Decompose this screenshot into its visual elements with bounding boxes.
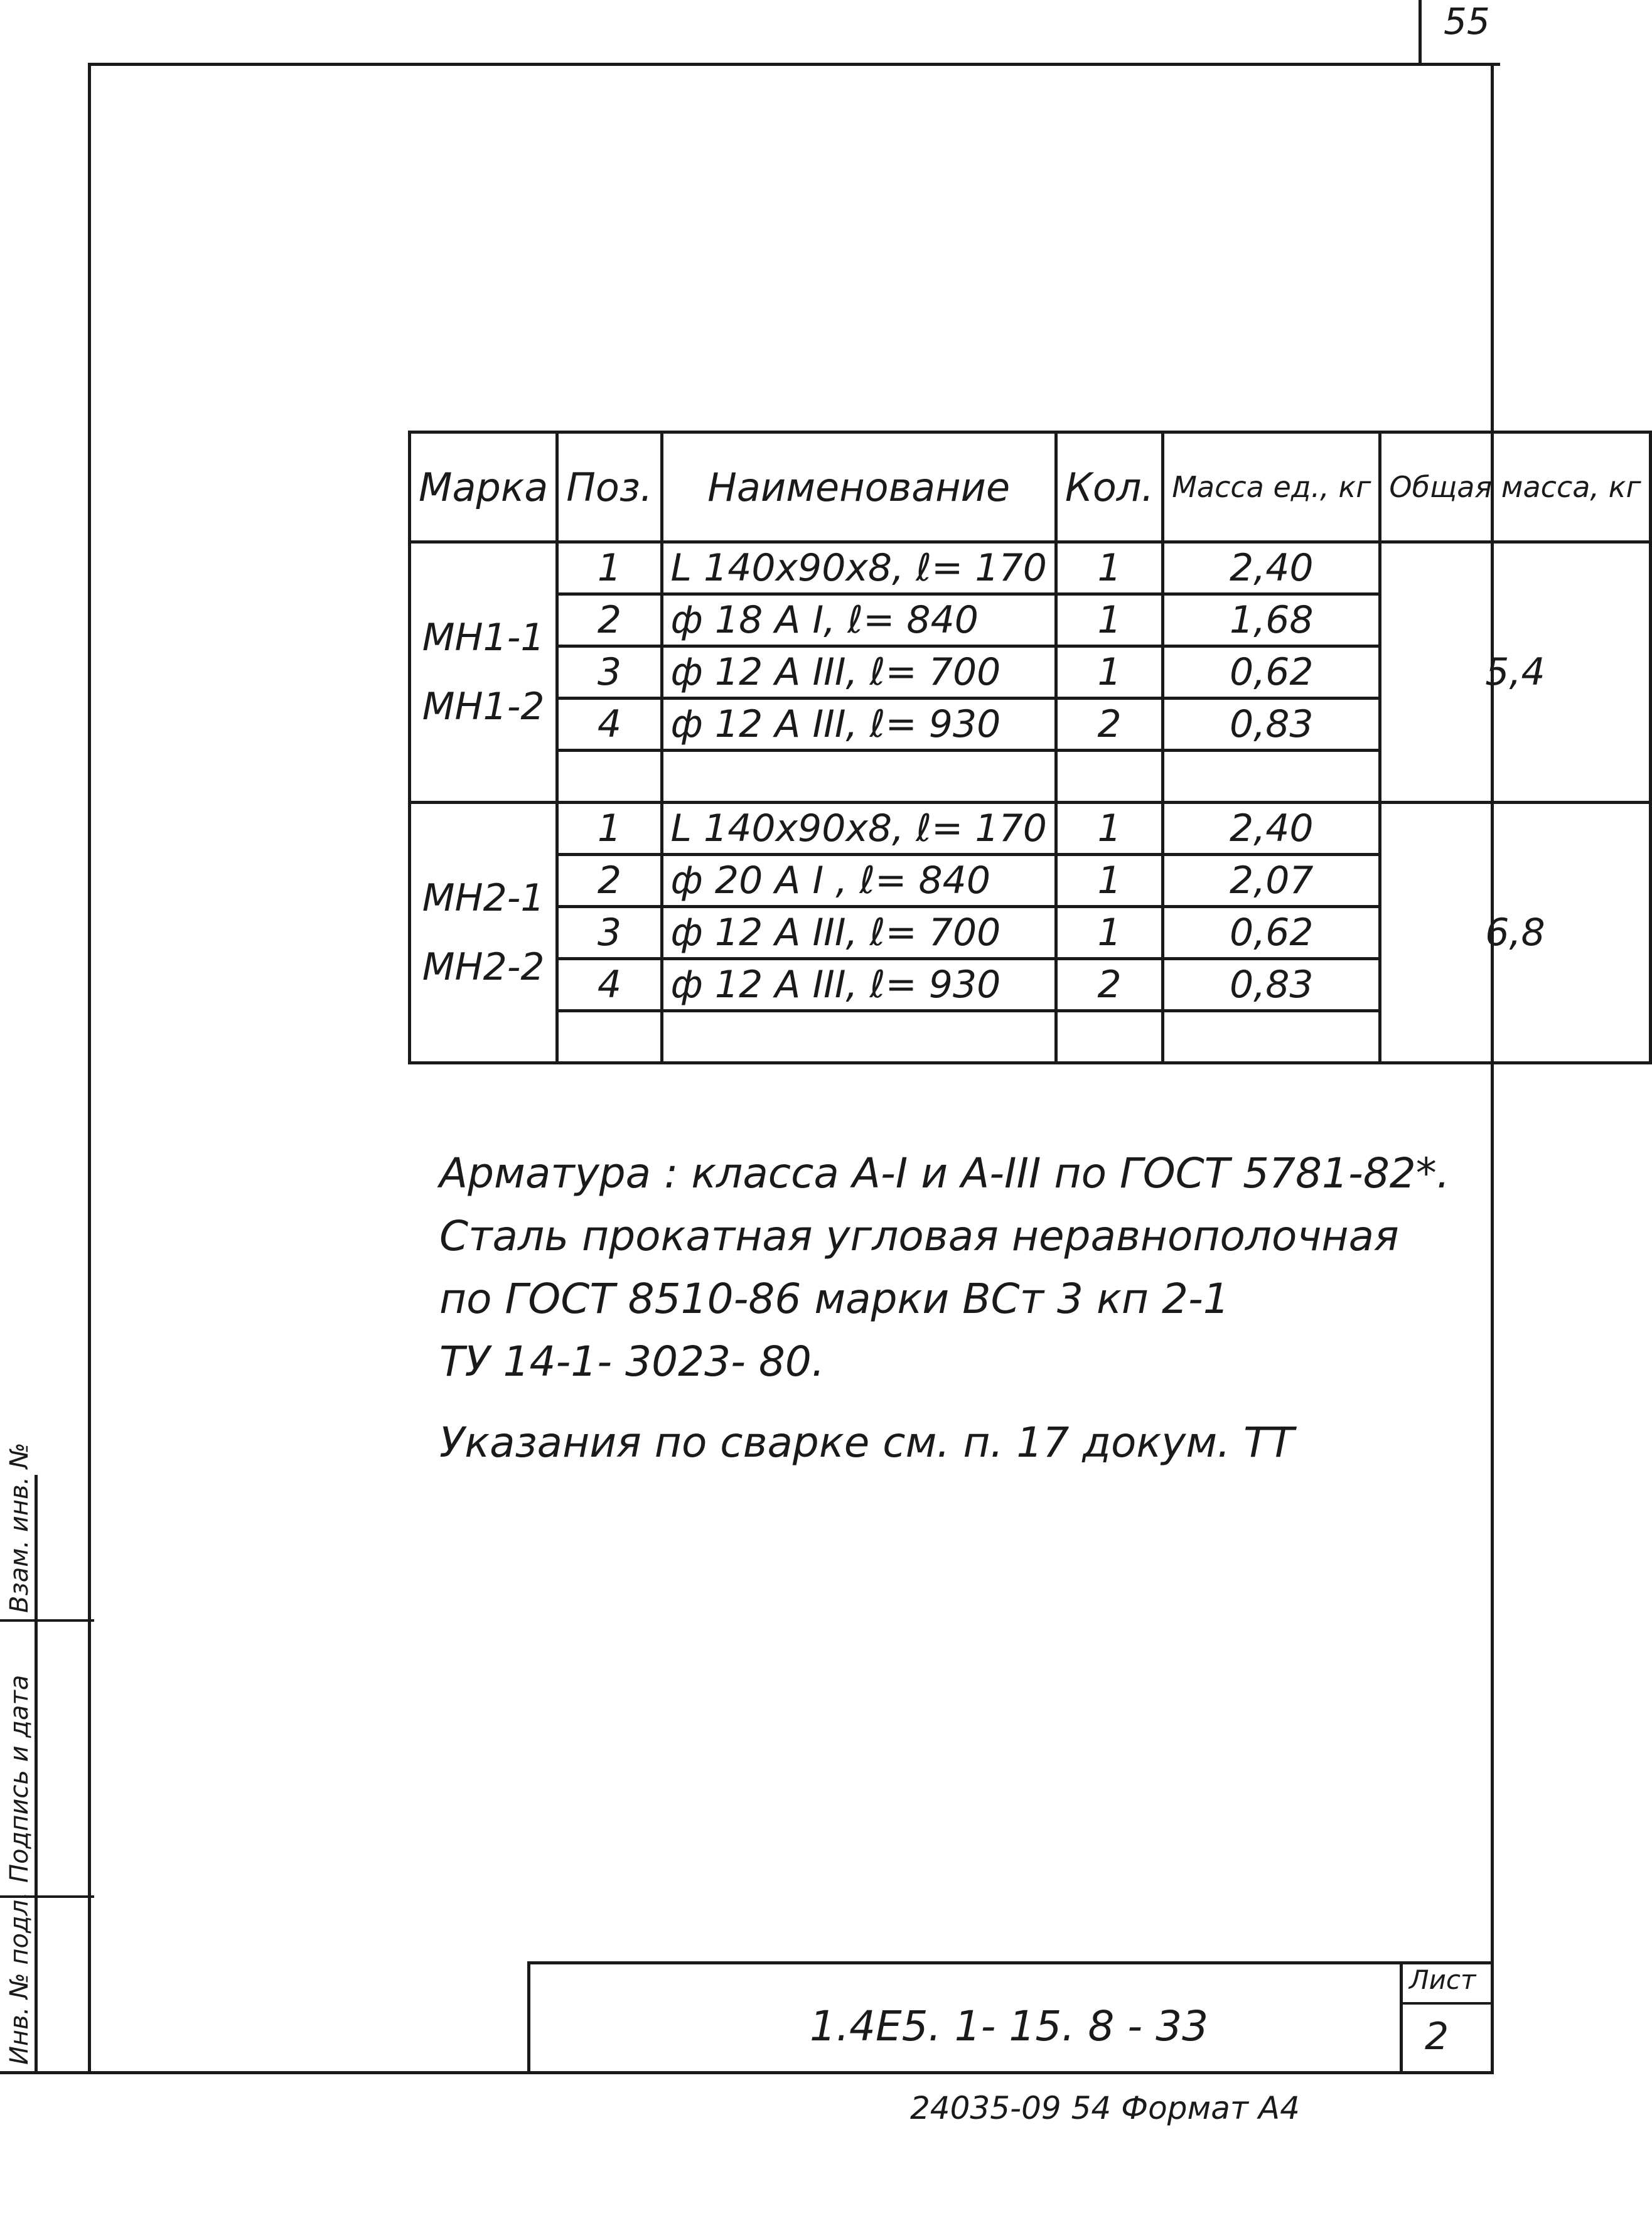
row-qty: 2 xyxy=(1056,699,1162,751)
header-total-mass: Общая масса, кг xyxy=(1380,432,1650,542)
sheet-corner-number: 55 xyxy=(1444,0,1490,43)
table-header-row xyxy=(410,432,1651,542)
row-mass: 0,83 xyxy=(1163,959,1380,1011)
row-pos: 1 xyxy=(557,542,662,594)
header-pos: Поз. xyxy=(557,432,662,542)
left-strip-divider xyxy=(0,1619,94,1622)
specification-table xyxy=(408,431,1652,1064)
row-pos: 3 xyxy=(557,646,662,699)
row-name xyxy=(662,751,1056,803)
row-qty: 2 xyxy=(1056,959,1162,1011)
row-mass xyxy=(1163,1011,1380,1063)
row-qty xyxy=(1056,1011,1162,1063)
group-total-mass: 5,4 xyxy=(1380,542,1650,803)
sheet-number: 2 xyxy=(1425,2015,1449,2059)
row-qty: 1 xyxy=(1056,855,1162,907)
row-name: L 140x90x8, ℓ= 170 xyxy=(662,803,1056,855)
row-name: ф 20 А I , ℓ= 840 xyxy=(662,855,1056,907)
row-mass: 2,40 xyxy=(1163,803,1380,855)
group-total-mass: 6,8 xyxy=(1380,803,1650,1063)
left-strip-label: Подпись и дата xyxy=(5,1674,34,1883)
welding-instruction: Указания по сварке см. п. 17 докум. ТТ xyxy=(439,1418,1294,1467)
row-name: ф 18 А I, ℓ= 840 xyxy=(662,594,1056,646)
row-pos: 1 xyxy=(557,803,662,855)
left-strip-label: Инв. № подл. xyxy=(5,1892,34,2065)
row-pos: 2 xyxy=(557,855,662,907)
header-mark: Марка xyxy=(410,432,557,542)
material-notes xyxy=(439,1142,1450,1393)
row-name: ф 12 А III, ℓ= 930 xyxy=(662,959,1056,1011)
note-line: по ГОСТ 8510-86 марки ВСт 3 кп 2-1 xyxy=(439,1275,1230,1323)
row-mass: 0,62 xyxy=(1163,646,1380,699)
header-unit-mass: Масса ед., кг xyxy=(1163,432,1380,542)
row-pos: 3 xyxy=(557,907,662,959)
row-pos: 4 xyxy=(557,699,662,751)
row-pos xyxy=(557,1011,662,1063)
header-name: Наименование xyxy=(662,432,1056,542)
format-note: 24035-09 54 Формат А4 xyxy=(910,2090,1300,2126)
row-qty: 1 xyxy=(1056,803,1162,855)
row-pos: 2 xyxy=(557,594,662,646)
row-pos xyxy=(557,751,662,803)
sheet-box-divider xyxy=(1400,2002,1494,2005)
row-name: L 140x90x8, ℓ= 170 xyxy=(662,542,1056,594)
row-mass: 0,83 xyxy=(1163,699,1380,751)
row-name: ф 12 А III, ℓ= 700 xyxy=(662,646,1056,699)
row-pos: 4 xyxy=(557,959,662,1011)
left-stamp-strip xyxy=(0,1442,94,2071)
drawing-frame xyxy=(88,63,1500,2071)
bottom-border xyxy=(0,2071,1494,2074)
row-qty: 1 xyxy=(1056,907,1162,959)
group-mark: МН1-1 МН1-2 xyxy=(410,542,557,803)
row-mass: 2,07 xyxy=(1163,855,1380,907)
row-name: ф 12 А III, ℓ= 700 xyxy=(662,907,1056,959)
sheet-label: Лист xyxy=(1409,1964,1476,1995)
row-name: ф 12 А III, ℓ= 930 xyxy=(662,699,1056,751)
row-mass: 2,40 xyxy=(1163,542,1380,594)
corner-divider xyxy=(1419,0,1422,63)
group-mark: МН2-1 МН2-2 xyxy=(410,803,557,1063)
row-mass: 1,68 xyxy=(1163,594,1380,646)
row-name xyxy=(662,1011,1056,1063)
row-qty: 1 xyxy=(1056,594,1162,646)
left-strip-label: Взам. инв. № xyxy=(5,1442,34,1613)
row-mass: 0,62 xyxy=(1163,907,1380,959)
header-qty: Кол. xyxy=(1056,432,1162,542)
row-mass xyxy=(1163,751,1380,803)
row-qty: 1 xyxy=(1056,542,1162,594)
document-code: 1.4Е5. 1- 15. 8 - 33 xyxy=(810,2002,1209,2050)
note-line: ТУ 14-1- 3023- 80. xyxy=(439,1337,825,1386)
row-qty: 1 xyxy=(1056,646,1162,699)
table-row xyxy=(410,803,1651,855)
drawing-frame-right-edge xyxy=(1491,63,1494,2071)
row-qty xyxy=(1056,751,1162,803)
table-row xyxy=(410,542,1651,594)
note-line: Сталь прокатная угловая неравнополочная xyxy=(439,1212,1399,1260)
note-line: Арматура : класса А-I и А-III по ГОСТ 5781-82*. xyxy=(439,1149,1450,1197)
